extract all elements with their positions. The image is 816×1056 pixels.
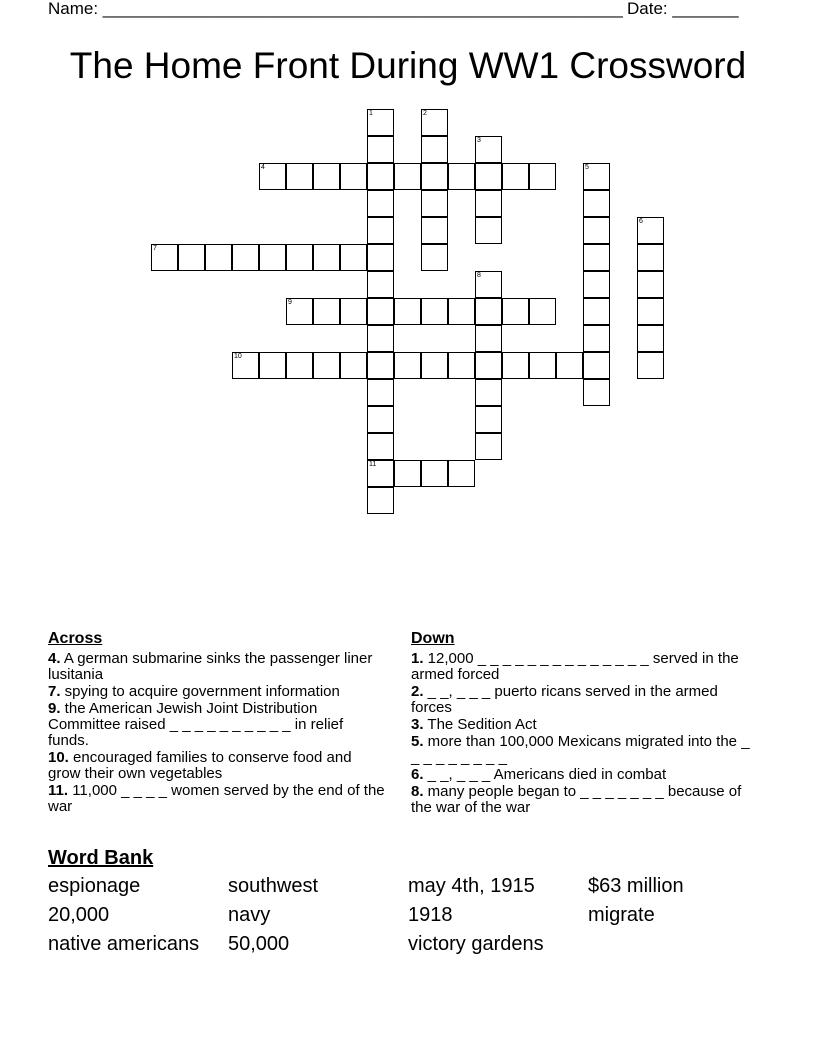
down-clues bbox=[411, 629, 751, 817]
grid-cell bbox=[637, 217, 664, 244]
grid-cell bbox=[583, 271, 610, 298]
grid-cell bbox=[475, 352, 502, 379]
grid-cell bbox=[286, 244, 313, 271]
clue-text: spying to acquire government information bbox=[60, 683, 340, 700]
clue-num: 8. bbox=[411, 783, 424, 800]
clue-number: 10 bbox=[234, 353, 242, 360]
grid-cell bbox=[313, 244, 340, 271]
grid-cell bbox=[286, 352, 313, 379]
grid-cell bbox=[529, 298, 556, 325]
clue-text: 12,000 _ _ _ _ _ _ _ _ _ _ _ _ _ _ served in the armed forced bbox=[411, 650, 739, 683]
grid-cell bbox=[367, 433, 394, 460]
grid-cell bbox=[475, 406, 502, 433]
grid-cell bbox=[637, 244, 664, 271]
clue-number: 11 bbox=[369, 461, 377, 468]
grid-cell bbox=[340, 298, 367, 325]
grid-cell bbox=[421, 163, 448, 190]
grid-cell bbox=[367, 136, 394, 163]
grid-cell bbox=[286, 163, 313, 190]
word-bank-heading: Word Bank bbox=[48, 847, 154, 869]
grid-cell bbox=[448, 163, 475, 190]
grid-cell bbox=[556, 352, 583, 379]
date-field: Date: _______ bbox=[627, 0, 739, 18]
grid-cell bbox=[475, 433, 502, 460]
grid-cell bbox=[421, 352, 448, 379]
clue-num: 3. bbox=[411, 716, 424, 733]
grid-cell bbox=[367, 325, 394, 352]
grid-cell bbox=[583, 325, 610, 352]
across-clue-list bbox=[48, 651, 388, 815]
clue-text: the American Jewish Joint Distribution Committee raised _ _ _ _ _ _ _ _ _ _ in relief funds. bbox=[48, 700, 344, 749]
grid-cell bbox=[367, 487, 394, 514]
grid-cell bbox=[313, 163, 340, 190]
clue-number: 3 bbox=[477, 137, 481, 144]
grid-cell bbox=[421, 136, 448, 163]
grid-cell bbox=[502, 352, 529, 379]
grid-cell bbox=[394, 352, 421, 379]
grid-cell bbox=[232, 244, 259, 271]
grid-cell bbox=[583, 163, 610, 190]
grid-cell bbox=[448, 460, 475, 487]
grid-cell bbox=[394, 163, 421, 190]
grid-cell bbox=[475, 217, 502, 244]
grid-cell bbox=[259, 352, 286, 379]
grid-cell bbox=[475, 325, 502, 352]
grid-cell bbox=[637, 298, 664, 325]
word-bank-item: native americans bbox=[48, 933, 200, 955]
word-bank-item: navy bbox=[228, 904, 271, 926]
grid-cell bbox=[313, 298, 340, 325]
grid-cell bbox=[205, 244, 232, 271]
clue-number: 8 bbox=[477, 272, 481, 279]
grid-cell bbox=[475, 271, 502, 298]
clue-num: 10. bbox=[48, 749, 69, 766]
grid-cell bbox=[529, 352, 556, 379]
grid-cell bbox=[286, 298, 313, 325]
down-clue-list bbox=[411, 651, 751, 816]
clue-num: 6. bbox=[411, 766, 424, 783]
grid-cell bbox=[367, 460, 394, 487]
clue-num: 9. bbox=[48, 700, 61, 717]
clue-text: encouraged families to conserve food and grow their own vegetables bbox=[48, 749, 352, 782]
grid-cell bbox=[367, 406, 394, 433]
clue-num: 11. bbox=[48, 782, 69, 799]
clue-number: 5 bbox=[585, 164, 589, 171]
clue-number: 1 bbox=[369, 110, 373, 117]
clue-text: 11,000 _ _ _ _ women served by the end of the war bbox=[48, 782, 385, 815]
word-bank-item: may 4th, 1915 bbox=[408, 875, 535, 897]
grid-cell bbox=[475, 190, 502, 217]
grid-cell bbox=[367, 379, 394, 406]
grid-cell bbox=[259, 163, 286, 190]
grid-cell bbox=[583, 352, 610, 379]
grid-cell bbox=[583, 298, 610, 325]
clue-item bbox=[411, 684, 751, 716]
grid-cell bbox=[583, 190, 610, 217]
grid-cell bbox=[421, 298, 448, 325]
clue-item bbox=[48, 750, 388, 782]
grid-cell bbox=[448, 298, 475, 325]
clue-item bbox=[48, 651, 388, 683]
grid-cell bbox=[313, 352, 340, 379]
clue-number: 9 bbox=[288, 299, 292, 306]
grid-cell bbox=[448, 352, 475, 379]
clue-text: many people began to _ _ _ _ _ _ _ because of the war of the war bbox=[411, 783, 742, 816]
word-bank-item: $63 million bbox=[588, 875, 684, 897]
down-heading: Down bbox=[411, 630, 455, 647]
clue-number: 6 bbox=[639, 218, 643, 225]
clue-num: 4. bbox=[48, 650, 61, 667]
grid-cell bbox=[340, 244, 367, 271]
grid-cell bbox=[475, 298, 502, 325]
grid-cell bbox=[367, 217, 394, 244]
word-bank-item: victory gardens bbox=[408, 933, 544, 955]
grid-cell bbox=[259, 244, 286, 271]
clue-item bbox=[411, 717, 751, 733]
grid-cell bbox=[502, 298, 529, 325]
grid-cell bbox=[178, 244, 205, 271]
clue-item bbox=[411, 651, 751, 683]
grid-cell bbox=[529, 163, 556, 190]
page-title: The Home Front During WW1 Crossword bbox=[69, 45, 747, 86]
word-bank-item: 20,000 bbox=[48, 904, 110, 926]
clue-text: A german submarine sinks the passenger liner lusitania bbox=[48, 650, 373, 683]
clue-item bbox=[411, 767, 751, 783]
grid-cell bbox=[502, 163, 529, 190]
grid-cell bbox=[583, 379, 610, 406]
across-heading: Across bbox=[48, 630, 103, 647]
clue-number: 7 bbox=[153, 245, 157, 252]
clue-number: 4 bbox=[261, 164, 265, 171]
grid-cell bbox=[421, 460, 448, 487]
grid-cell bbox=[340, 352, 367, 379]
word-bank-item: migrate bbox=[588, 904, 655, 926]
grid-cell bbox=[367, 271, 394, 298]
clue-num: 7. bbox=[48, 683, 61, 700]
grid-cell bbox=[367, 190, 394, 217]
grid-cell bbox=[151, 244, 178, 271]
across-clues bbox=[48, 629, 388, 816]
grid-cell bbox=[583, 217, 610, 244]
grid-cell bbox=[421, 109, 448, 136]
grid-cell bbox=[421, 217, 448, 244]
grid-cell bbox=[394, 460, 421, 487]
grid-cell bbox=[583, 244, 610, 271]
name-field: Name: _______________________________________________________ bbox=[48, 0, 623, 18]
grid-cell bbox=[340, 163, 367, 190]
clue-item bbox=[411, 784, 751, 816]
word-bank-item: 50,000 bbox=[228, 933, 290, 955]
clue-text: _ _, _ _ _ Americans died in combat bbox=[423, 766, 667, 783]
grid-cell bbox=[367, 109, 394, 136]
clue-number: 2 bbox=[423, 110, 427, 117]
grid-cell bbox=[367, 298, 394, 325]
grid-cell bbox=[637, 271, 664, 298]
clue-num: 5. bbox=[411, 733, 424, 750]
clue-text: _ _, _ _ _ puerto ricans served in the armed forces bbox=[411, 683, 718, 716]
clue-item bbox=[48, 684, 388, 700]
grid-cell bbox=[232, 352, 259, 379]
grid-cell bbox=[367, 163, 394, 190]
grid-cell bbox=[475, 136, 502, 163]
clue-item bbox=[411, 734, 751, 766]
word-bank-item: 1918 bbox=[408, 904, 453, 926]
clue-text: more than 100,000 Mexicans migrated into the _ _ _ _ _ _ _ _ _ bbox=[411, 733, 750, 766]
grid-cell bbox=[367, 352, 394, 379]
grid-cell bbox=[475, 163, 502, 190]
clue-item bbox=[48, 701, 388, 749]
clue-num: 1. bbox=[411, 650, 424, 667]
clue-item bbox=[48, 783, 388, 815]
word-bank-item: southwest bbox=[228, 875, 319, 897]
grid-cell bbox=[421, 190, 448, 217]
grid-cell bbox=[637, 325, 664, 352]
clue-num: 2. bbox=[411, 683, 424, 700]
grid-cell bbox=[394, 298, 421, 325]
grid-cell bbox=[475, 379, 502, 406]
grid-cell bbox=[367, 244, 394, 271]
word-bank-item: espionage bbox=[48, 875, 141, 897]
grid-cell bbox=[637, 352, 664, 379]
clue-text: The Sedition Act bbox=[423, 716, 537, 733]
grid-cell bbox=[421, 244, 448, 271]
